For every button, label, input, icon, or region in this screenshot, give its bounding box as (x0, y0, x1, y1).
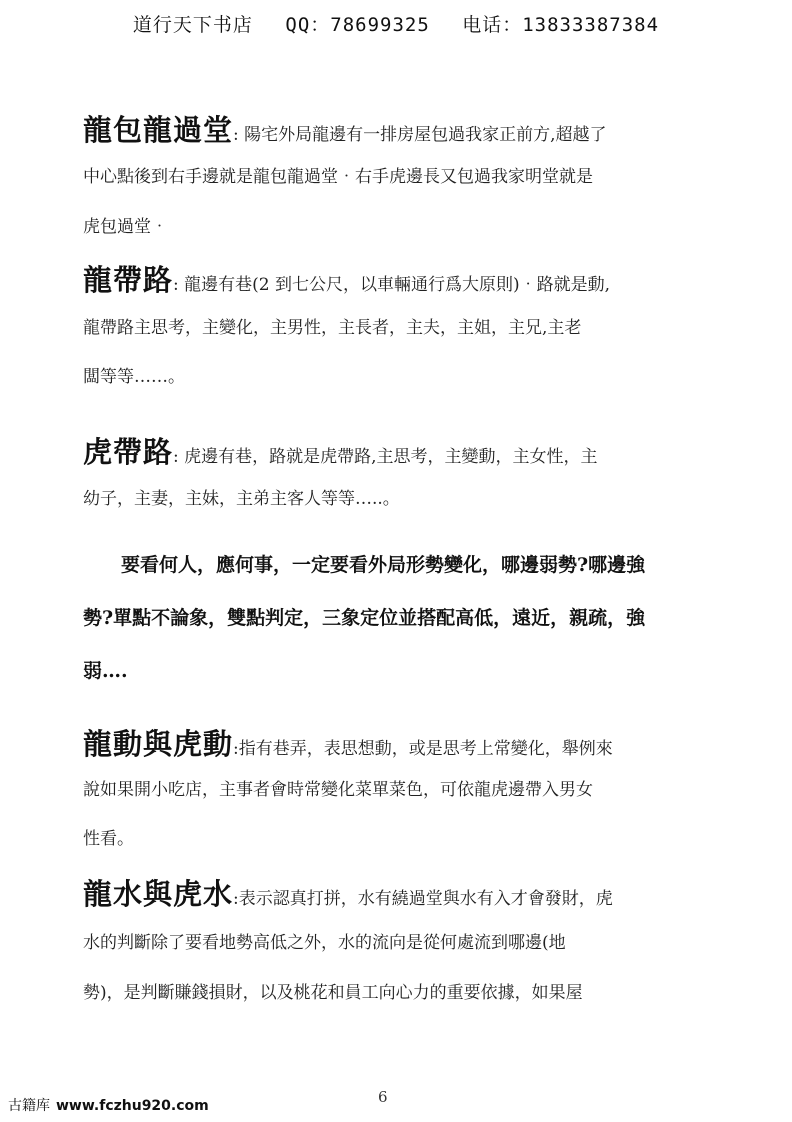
paragraph-text: : 虎邊有巷，路就是虎帶路,主思考，主變動，主女性，主 (173, 447, 598, 467)
paragraph-text: : 陽宅外局龍邊有一排房屋包過我家正前方,超越了 (233, 125, 607, 145)
paragraph-line (83, 108, 607, 149)
paragraph-line: 說如果開小吃店，主事者會時常變化菜單菜色，可依龍虎邊帶入男女 (83, 780, 593, 800)
phone-number: 电话：13833387384 (462, 14, 660, 36)
paragraph-line: 勢)，是判斷賺錢損財，以及桃花和員工向心力的重要依據，如果屋 (83, 983, 583, 1003)
paragraph-line: 虎包過堂‧ (83, 217, 168, 237)
paragraph-line: 性看。 (83, 829, 134, 849)
shop-name: 道行天下书店 (132, 14, 253, 36)
paragraph-line (83, 872, 613, 913)
paragraph-text: :表示認真打拼，水有繞過堂與水有入才會發財，虎 (233, 889, 613, 909)
paragraph-text: :指有巷弄，表思想動，或是思考上常變化，舉例來 (233, 739, 613, 759)
paragraph-line (83, 722, 613, 763)
term-heading: 龍水與虎水 (83, 877, 234, 911)
footer-site-name: 古籍库 (8, 1098, 50, 1114)
paragraph-line: 幼子，主妻，主妹，主弟主客人等等…..。 (83, 489, 400, 509)
footer-url[interactable]: www.fczhu920.com (56, 1098, 209, 1114)
term-heading: 龍帶路 (83, 263, 174, 297)
paragraph-line: 水的判斷除了要看地勢高低之外，水的流向是從何處流到哪邊(地 (83, 933, 566, 953)
paragraph-line: 龍帶路主思考，主變化，主男性，主長者，主夫，主姐，主兄,主老 (83, 318, 582, 338)
paragraph-line: 勢?單點不論象，雙點判定，三象定位並搭配高低，遠近，親疏，強 (83, 607, 646, 629)
term-heading: 龍包龍過堂 (83, 113, 234, 147)
paragraph-line: 闆等等……。 (83, 367, 185, 387)
term-heading: 龍動與虎動 (83, 727, 234, 761)
paragraph-line: 要看何人，應何事，一定要看外局形勢變化，哪邊弱勢?哪邊強 (121, 554, 646, 576)
paragraph-text: : 龍邊有巷(2 到七公尺，以車輛通行爲大原則)‧路就是動, (173, 275, 611, 295)
page-footer (8, 1095, 209, 1115)
paragraph-line: 弱…. (83, 660, 128, 682)
qq-number: QQ：78699325 (285, 14, 430, 36)
page-number: 6 (378, 1088, 388, 1106)
paragraph-line (83, 430, 598, 471)
paragraph-line: 中心點後到右手邊就是龍包龍過堂‧右手虎邊長又包過我家明堂就是 (83, 167, 593, 187)
paragraph-line (83, 258, 610, 299)
term-heading: 虎帶路 (83, 435, 174, 469)
page-header (0, 10, 792, 37)
